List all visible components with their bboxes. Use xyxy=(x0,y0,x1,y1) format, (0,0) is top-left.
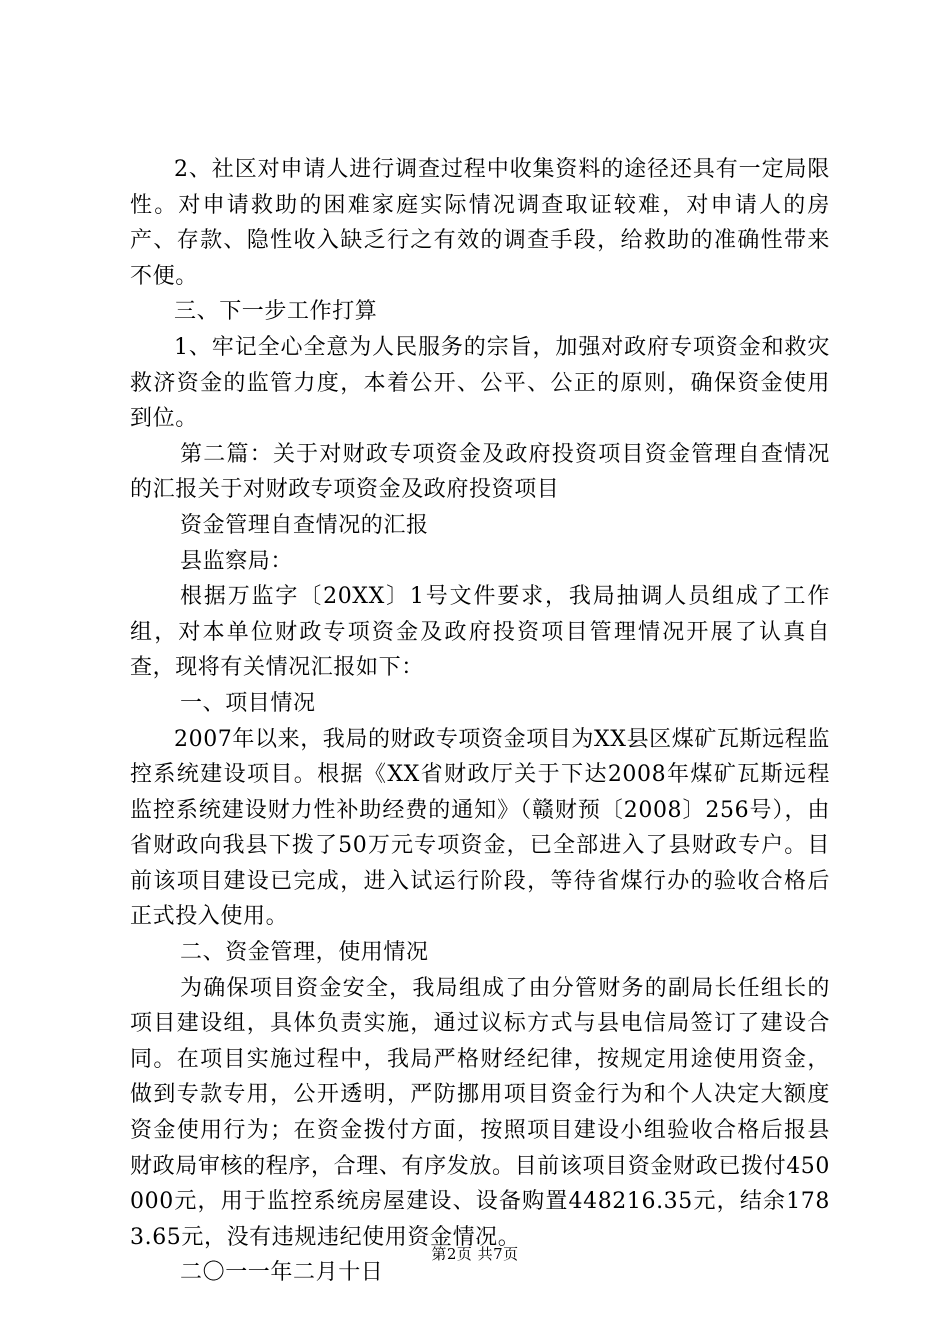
report-title-continued: 资金管理自查情况的汇报 xyxy=(180,512,429,538)
paragraph-fund-management: 为确保项目资金安全，我局组成了由分管财务的副局长任组长的项目建设组，具体负责实施，通过议标方式与县电信局签订了建设合同。在项目实施过程中，我局严格财经纪律，按规定用途使用资金，做到专款专用，公开透明，严防挪用项目资金行为和个人决定大额度资金使用行为；在资金拨付方面，按照项目建设小组验收合格后报县财政局审核的程序，合理、有序发放。目前该项目资金财政已拨付450000元，用于监控系统房屋建设、设备购置448216.35元，结余1783.65元，没有违规违纪使用资金情况。 xyxy=(130,975,830,1250)
heading-project-status: 一、项目情况 xyxy=(180,690,316,716)
heading-next-steps: 三、下一步工作打算 xyxy=(174,299,378,325)
paragraph-supervision: 1、牢记全心全意为人民服务的宗旨，加强对政府专项资金和救灾救济资金的监管力度，本着公开、公平、公正的原则，确保资金使用到位。 xyxy=(130,334,830,432)
document-date: 二〇一一年二月十日 xyxy=(180,1260,384,1286)
paragraph-limitations: 2、社区对申请人进行调查过程中收集资料的途径还具有一定局限性。对申请救助的困难家庭实际情况调查取证较难，对申请人的房产、存款、隐性收入缺乏行之有效的调查手段，给救助的准确性带来不便。 xyxy=(130,157,830,289)
heading-fund-management: 二、资金管理，使用情况 xyxy=(180,940,429,966)
page-number-label: 第2页 共7页 xyxy=(431,1245,519,1263)
page-footer xyxy=(0,1243,950,1264)
paragraph-project-status: 2007年以来，我局的财政专项资金项目为XX县区煤矿瓦斯远程监控系统建设项目。根据《XX省财政厅关于下达2008年煤矿瓦斯远程监控系统建设财力性补助经费的通知》（赣财预〔2008〕256号），由省财政向我县下拨了50万元专项资金，已全部进入了县财政专户。目前该项目建设已完成，进入试运行阶段，等待省煤行办的验收合格后正式投入使用。 xyxy=(130,726,830,930)
paragraph-intro: 根据万监字〔20XX〕1号文件要求，我局抽调人员组成了工作组，对本单位财政专项资金及政府投资项目管理情况开展了认真自查，现将有关情况汇报如下： xyxy=(130,584,830,681)
heading-part-two: 第二篇：关于对财政专项资金及政府投资项目资金管理自查情况的汇报关于对财政专项资金及政府投资项目 xyxy=(130,441,830,503)
document-body xyxy=(130,152,830,1291)
addressee: 县监察局： xyxy=(180,548,294,574)
